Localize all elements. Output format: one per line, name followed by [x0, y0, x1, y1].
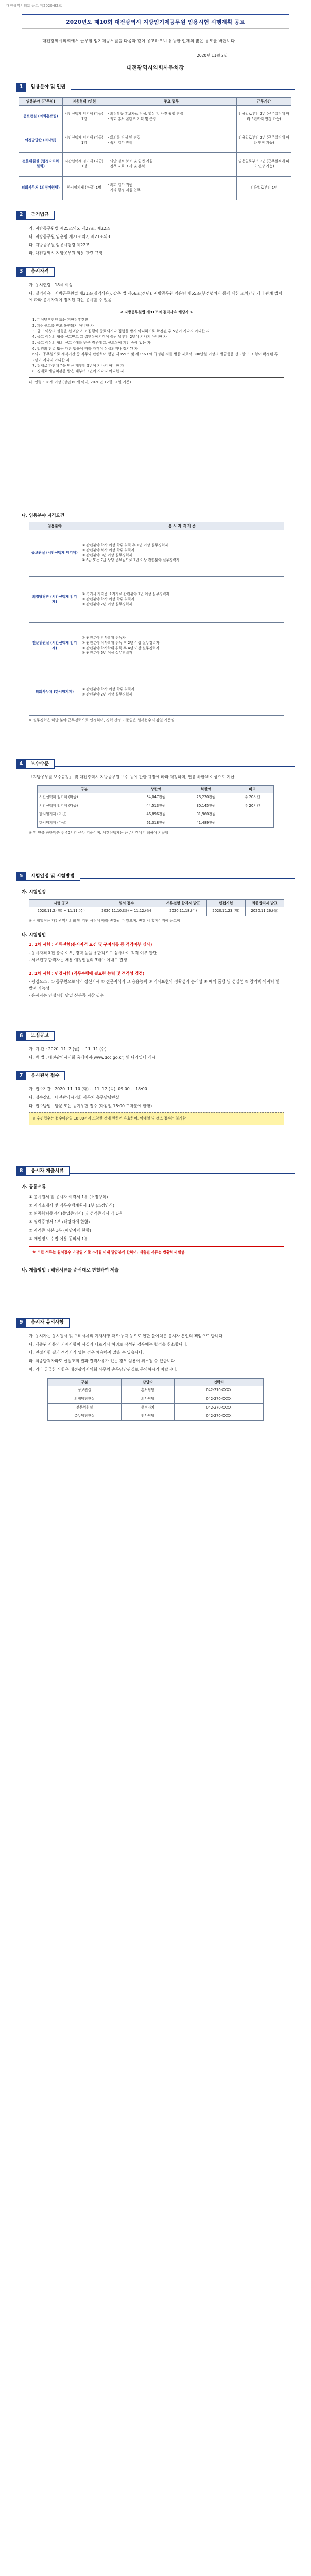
table-cell: 61,318천원	[131, 819, 181, 828]
table-cell: ① 관련분야 학사 이상 학위 취득 후 1년 이상 실무경력자 ② 관련분야 석사 이상 학위 취득자 ③ 관련분야 3년 이상 실무경력자 ④ 6급 또는 7급 상당 공무원으로 1년 이상 관련분야 실무경력자	[80, 530, 284, 577]
box-item: 5. 금고 이상의 형의 선고유예를 받은 경우에 그 선고유예 기간 중에 있는 자	[32, 341, 151, 345]
table-cell: 2020.11.10.(화) ~ 11.12.(목)	[93, 907, 160, 916]
table-cell: 총무담당관실	[48, 1412, 122, 1421]
section-label: 모집공고	[26, 1031, 55, 1041]
section-num: 7	[16, 1071, 26, 1080]
box-item: 4. 금고 이상의 형을 선고받고 그 집행유예기간이 끝난 날부터 2년이 지나지 아니한 자	[32, 335, 167, 340]
section-label: 보수수준	[26, 759, 55, 769]
th: 원서 접수	[93, 899, 160, 907]
th: 임용형태 /인원	[62, 97, 106, 105]
announce-date: 2020년 11월 2일	[197, 53, 228, 58]
th: 응 시 자 격 기 준	[80, 522, 284, 530]
box-item: 8. 징계로 해임처분을 받은 때부터 3년이 지나지 아니한 자	[32, 369, 124, 374]
table-cell: · 의회 업무 지원 · 기타 행정 지원 업무	[106, 176, 237, 200]
section-num: 5	[16, 872, 26, 881]
th: 비고	[231, 785, 274, 793]
doc-item: ④ 경력증명서 1부 (해당자에 한함)	[29, 1219, 90, 1225]
sub-heading-schedule: 가. 시험일정	[22, 890, 46, 895]
section-label: 응시자격	[26, 267, 55, 277]
docs-warning: ※ 모든 서류는 원서접수 마감일 기준 3개월 이내 발급분에 한하며, 제출된 서류는 반환하지 않음	[32, 1250, 185, 1255]
section-4-header	[16, 759, 305, 769]
table-cell: 의정담당관 (의사팀)	[19, 129, 63, 152]
table-cell: 공보관실	[48, 1386, 122, 1395]
intro-text: 대전광역시의회에서 근무할 임기제공무원을 다음과 같이 공고하오니 유능한 인재의 많은 응모를 바랍니다.	[42, 38, 236, 44]
table-cell: 31,960천원	[181, 810, 231, 819]
table-cell: 한시임기제 (마급)	[38, 810, 131, 819]
table-cell: 한시임기제 (마급) 1명	[62, 176, 106, 200]
page-title: 2020년도 제10회 대전광역시 지방임기제공무원 임용시험 시행계획 공고	[66, 19, 245, 26]
table-cell: 홍보담당	[122, 1386, 175, 1395]
th: 주요 업무	[106, 97, 237, 105]
age-note: 다. 연령 : 18세 이상 (정년 60세 이내, 2020년 12월 31일 기준)	[29, 380, 131, 385]
application-line: 나. 접수장소 : 대전광역시의회 사무처 총무담당관실	[29, 1095, 119, 1100]
table-cell: 44,513천원	[131, 802, 181, 810]
method-2-title: 2. 2차 시험 : 면접시험 (직무수행에 필요한 능력 및 적격성 검정)	[29, 971, 145, 976]
section-9-header	[16, 1318, 305, 1328]
doc-item: ② 자기소개서 및 직무수행계획서 1부 (소정양식)	[29, 1202, 114, 1208]
announce-line: 가. 기 간 : 2020. 11. 2.(월) ~ 11. 11.(수)	[29, 1046, 107, 1052]
th: 근무기간	[237, 97, 291, 105]
table-cell: 042-270-XXXX	[174, 1395, 263, 1403]
table-cell: 30,145천원	[181, 802, 231, 810]
table-cell: 전문위원실 (시간선택제 임기제)	[29, 623, 80, 669]
table-cell: · 의정활동 홍보자료 작성, 영상 및 사진 촬영·편집 · 의회 홍보 콘텐츠 기획 및 운영	[106, 105, 237, 129]
table-cell: 시간선택제 임기제 (다급) 1명	[62, 129, 106, 152]
qual-text: 나. 결격사유 : 지방공무원법 제31조(결격사유), 같은 법 제66조(정년), 지방공무원 임용령 제65조(부정행위자 등에 대한 조치) 및 기타 관계 법령에 따라 응시자격이 정지된 자는 응시할 수 없음	[29, 291, 282, 303]
section-1-header	[16, 83, 305, 92]
section-7-header	[16, 1071, 305, 1080]
table-qualifications	[29, 522, 284, 716]
table-cell: 시간선택제 임기제 (마급) 1명	[62, 105, 106, 129]
notice-item: 나. 제출된 서류의 기재사항이 사실과 다르거나 허위로 작성된 경우에는 합격을 취소합니다.	[29, 1342, 188, 1347]
box-item: 1. 피성년후견인 또는 피한정후견인	[32, 317, 89, 322]
table-cell: 2020.11.18.(수)	[160, 907, 206, 916]
table-cell: 23,220천원	[181, 793, 231, 802]
qual-age: 가. 응시연령 : 18세 이상	[29, 282, 73, 287]
section-5-header	[16, 872, 305, 881]
docs-warning-box	[29, 1246, 284, 1259]
table-cell: 34,047천원	[131, 793, 181, 802]
section-num: 8	[16, 1166, 26, 1176]
law-item: 나. 지방공무원 임용령 제21조의2, 제21조의3	[29, 234, 110, 239]
method-1	[29, 941, 284, 963]
schedule-note: ※ 시험일정은 대전광역시의회 및 기관 사정에 따라 변경될 수 있으며, 변경 시 홈페이지에 공고함	[29, 918, 180, 923]
law-item: 라. 대전광역시 지방공무원 임용 관련 규정	[29, 251, 102, 256]
notice-item: 마. 기타 궁금한 사항은 대전광역시의회 사무처 총무담당관실로 문의하시기 바랍니다.	[29, 1367, 178, 1372]
th: 상한액	[131, 785, 181, 793]
section-num: 4	[16, 759, 26, 769]
doc-item: ③ 최종학력증명서(졸업증명서) 및 성적증명서 각 1부	[29, 1211, 123, 1216]
section-num: 9	[16, 1318, 26, 1328]
th: 구분	[38, 785, 131, 793]
table-cell: 전문위원실	[48, 1403, 122, 1412]
section-3-header	[16, 267, 305, 277]
table-salary	[37, 785, 274, 828]
th: 담당자	[122, 1378, 175, 1386]
table-cell: 임용일로부터 2년 (근무실적에 따라 연장 가능)	[237, 129, 291, 152]
application-lines	[29, 1086, 284, 1109]
salary-text: 「지방공무원 보수규정」 및 대전광역시 지방공무원 보수 등에 관한 규정에 따라 책정하며, 연봉 하한액 이상으로 지급	[29, 775, 235, 780]
th: 하한액	[181, 785, 231, 793]
table-cell: 시간선택제 임기제 (마급)	[38, 793, 131, 802]
section-label: 임용분야 및 인원	[26, 83, 71, 92]
box-item: 6의2. 공무원으로 재직기간 중 직무와 관련하여 형법 제355조 및 제356조에 규정된 죄를 범한 자로서 300만원 이상의 벌금형을 선고받고 그 형이 확정된 후 2년이 지나지 아니한 자	[32, 352, 278, 362]
section-label: 응시자 유의사항	[26, 1318, 70, 1328]
sub-heading-method: 나. 시험방법	[22, 932, 46, 938]
docs-list	[29, 1194, 284, 1243]
section-8-header	[16, 1166, 305, 1176]
section-num: 6	[16, 1031, 26, 1041]
table-cell: 인사담당	[122, 1412, 175, 1421]
section-label: 시험일정 및 시험방법	[26, 872, 80, 881]
application-line: 가. 접수기간 : 2020. 11. 10.(화) ~ 11. 12.(목), 09:00 ~ 18:00	[29, 1087, 147, 1092]
method-1-title: 1. 1차 시험 : 서류전형(응시자격 요건 및 구비서류 등 적격여부 심사)	[29, 942, 152, 947]
qual-intro	[29, 282, 284, 304]
th: 구분	[48, 1378, 122, 1386]
table-cell: 042-270-XXXX	[174, 1386, 263, 1395]
table-cell: ① 관련분야 학사 이상 학위 취득자 ② 관련분야 2년 이상 실무경력자	[80, 669, 284, 716]
announce-lines	[29, 1046, 284, 1061]
table-schedule	[29, 899, 284, 916]
table-cell: 46,896천원	[131, 810, 181, 819]
table-cell: 시간선택제 임기제 (다급)	[38, 802, 131, 810]
notice-list	[29, 1333, 284, 1373]
th: 임용분야	[29, 522, 80, 530]
table-cell: 임용일로부터 2년 (근무실적에 따라 연장 가능)	[237, 152, 291, 176]
section-label: 근거법규	[26, 211, 55, 220]
doc-item: ⑤ 자격증 사본 1부 (해당자에 한함)	[29, 1228, 91, 1233]
table-cell: 시간선택제 임기제 (다급) 1명	[62, 152, 106, 176]
salary-note: ※ 위 연봉 하한액은 주 40시간 근무 기준이며, 시간선택제는 근무시간에 비례하여 지급함	[29, 831, 169, 835]
table-cell: ① 속기사 자격증 소지자로 관련분야 1년 이상 실무경력자 ② 관련분야 학사 이상 학위 취득자 ③ 관련분야 2년 이상 실무경력자	[80, 577, 284, 623]
sub-heading-submit: 나. 제출방법 : 해당서류를 순서대로 편철하여 제출	[22, 1268, 119, 1274]
table-cell: · 의안 검토 보조 및 입법 지원 · 정책 자료 조사 및 분석	[106, 152, 237, 176]
table-cell	[231, 810, 274, 819]
application-line: 다. 접수방법 : 방문 또는 등기우편 접수 (마감일 18:00 도착분에 한함)	[29, 1103, 152, 1108]
doc-item: ① 응시원서 및 응시자 이력서 1부 (소정양식)	[29, 1194, 108, 1199]
th: 임용분야 (근무처)	[19, 97, 63, 105]
table-cell: ① 관련분야 박사학위 취득자 ② 관련분야 석사학위 취득 후 2년 이상 실무경력자 ③ 관련분야 학사학위 취득 후 4년 이상 실무경력자 ④ 관련분야 6년 이상 실무경력자	[80, 623, 284, 669]
box-item: 6. 법원의 판결 또는 다른 법률에 따라 자격이 상실되거나 정지된 자	[32, 346, 138, 351]
table-cell: 2020.11.2.(월) ~ 11.11.(수)	[29, 907, 93, 916]
section-num: 2	[16, 211, 26, 220]
table-cell: 41,489천원	[181, 819, 231, 828]
announce-line: 나. 방 법 : 대전광역시의회 홈페이지(www.dcc.go.kr) 및 나라일터 게시	[29, 1055, 156, 1060]
table-cell: 042-270-XXXX	[174, 1412, 263, 1421]
section-2-header	[16, 211, 305, 220]
table-cell: · 회의록 작성 및 편집 · 속기 업무 관리	[106, 129, 237, 152]
th: 연락처	[174, 1378, 263, 1386]
section-6-header	[16, 1031, 305, 1041]
box-item: 7. 징계로 파면처분을 받은 때부터 5년이 지나지 아니한 자	[32, 364, 124, 368]
doc-item: ⑥ 개인정보 수집·이용 동의서 1부	[29, 1236, 88, 1241]
sub-heading-qual: 나. 임용분야 자격요건	[22, 513, 65, 518]
disqualification-box	[29, 307, 284, 378]
method-2-detail: - 평정요소 : ① 공무원으로서의 정신자세 ② 전문지식과 그 응용능력 ③ 의사표현의 정확성과 논리성 ④ 예의·품행 및 성실성 ⑤ 창의력·의지력 및 발전 가능성 - 응시자는 면접시험 당일 신분증 지참 필수	[29, 979, 280, 998]
table-cell: 의정담당관 (시간선택제 임기제)	[29, 577, 80, 623]
table-cell: 주 20시간	[231, 793, 274, 802]
table-cell	[231, 819, 274, 828]
table-cell: 임용일로부터 1년	[237, 176, 291, 200]
notice-item: 가. 응시자는 응시원서 및 구비서류의 기재사항 착오·누락 등으로 인한 불이익은 응시자 본인의 책임으로 합니다.	[29, 1333, 224, 1338]
laws-list	[29, 225, 284, 257]
table-cell: 행정자치	[122, 1403, 175, 1412]
box-title: < 지방공무원법 제31조의 결격사유 해당자 >	[120, 310, 193, 315]
table-cell: 2020.11.26.(목)	[245, 907, 284, 916]
method-1-detail: - 응시자격요건 충족 여부, 경력 등을 종합적으로 심사하여 적격 여부 판단 - 서류전형 합격자는 채용 예정인원의 3배수 이내로 결정	[29, 951, 157, 962]
issuer: 대전광역시의회사무처장	[127, 65, 184, 71]
doc-label: 대전광역시의회 공고 제2020-82호	[6, 4, 62, 8]
method-2	[29, 970, 284, 999]
table-cell: 공보관실 (의회홍보팀)	[19, 105, 63, 129]
qual-footnote: ※ 실무경력은 해당 분야 근무경력으로 인정하며, 경력 산정 기준일은 원서접수 마감일 기준임	[29, 718, 175, 723]
table-cell: 2020.11.23.(월)	[206, 907, 245, 916]
th: 시행 공고	[29, 899, 93, 907]
title-box	[22, 14, 289, 29]
notice-item: 다. 면접시험 결과 적격자가 없는 경우 채용하지 않을 수 있습니다.	[29, 1350, 144, 1355]
th: 면접시험	[206, 899, 245, 907]
table-cell: 의사담당	[122, 1395, 175, 1403]
table-cell: 전문위원실 (행정자치위원회)	[19, 152, 63, 176]
section-num: 1	[16, 83, 26, 92]
table-cell: 의정담당관실	[48, 1395, 122, 1403]
application-notice-box: ※ 우편접수는 접수마감일 18:00까지 도착한 것에 한하여 유효하며, 이메일 및 팩스 접수는 불가함	[29, 1112, 284, 1125]
table-cell: 042-270-XXXX	[174, 1403, 263, 1412]
th: 서류전형 합격자 발표	[160, 899, 206, 907]
table-cell: 의회사무처 (의정지원팀)	[19, 176, 63, 200]
table-cell: 주 20시간	[231, 802, 274, 810]
box-item: 2. 파산선고를 받고 복권되지 아니한 자	[32, 323, 94, 328]
th: 최종합격자 발표	[245, 899, 284, 907]
table-cell: 의회사무처 (한시임기제)	[29, 669, 80, 716]
section-label: 응시자 제출서류	[26, 1166, 70, 1176]
table-cell: 한시임기제 (다급)	[38, 819, 131, 828]
section-num: 3	[16, 267, 26, 277]
law-item: 다. 지방공무원 임용시험령 제22조	[29, 243, 90, 248]
section-label: 응시원서 접수	[26, 1071, 65, 1080]
table-cell: 공보관실 (시간선택제 임기제)	[29, 530, 80, 577]
table-cell: 임용일로부터 2년 (근무실적에 따라 5년까지 연장 가능)	[237, 105, 291, 129]
table-positions	[19, 97, 291, 200]
sub-heading-docs: 가. 공통서류	[22, 1184, 46, 1190]
box-item: 3. 금고 이상의 실형을 선고받고 그 집행이 종료되거나 집행을 받지 아니하기로 확정된 후 5년이 지나지 아니한 자	[32, 329, 210, 333]
law-item: 가. 지방공무원법 제25조의5, 제27조, 제32조	[29, 226, 110, 231]
notice-item: 라. 최종합격자라도 신원조회 결과 결격사유가 있는 경우 임용이 취소될 수 있습니다.	[29, 1359, 176, 1364]
contact-table	[47, 1378, 264, 1421]
